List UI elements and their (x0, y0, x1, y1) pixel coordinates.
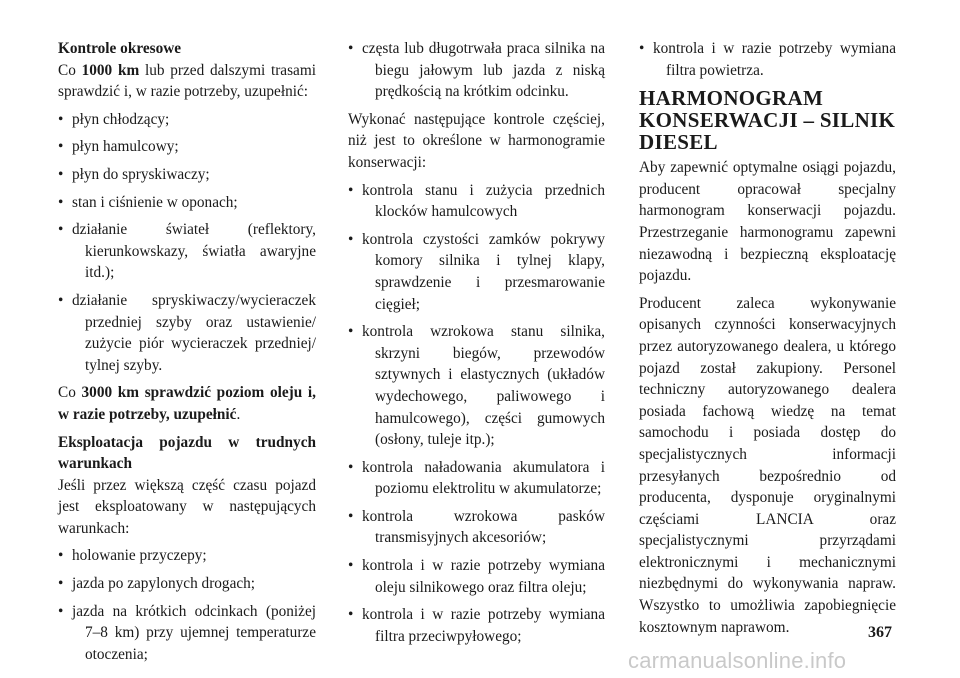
list-item-text: • kontrola naładowania akumulatora i poziomu elektrolitu w akumulatorze; (362, 458, 605, 498)
section-title-line: DIESEL (639, 130, 718, 155)
paragraph: Producent zaleca wykonywanie opisanych czynności konserwacyjnych przez autoryzowanego dealera, u którego pojazd został zakupiony. Personel techniczny autoryzowanego dealera posiada fachową wiedzę na temat samochodu i posiada dostęp do specjalistycznych informacji przesyłanych bezpośrednio od producenta, dysponuje oryginalnymi częściami LANCIA oraz specjalistycznymi przyrządami elektronicznymi i mechanicznymi niezbędnymi do wykonywania napraw. Wszystko to umożliwia zapobiegnięcie kosztownym naprawom. (639, 294, 896, 636)
oil-check-paragraph (58, 382, 316, 425)
list-item (348, 229, 605, 315)
oil-bold: 3000 km sprawdzić poziom oleju i, w razie potrzeby, uzupełnić (58, 384, 316, 423)
intro-post: lub przed dalszymi trasami sprawdzić i, w razie potrzeby, uzupełnić: (58, 61, 316, 101)
watermark: carmanualsonline.info (628, 648, 847, 673)
list-item-text: • działanie świateł (reflektory, kierunkowskazy, światła awaryjne itd.); (72, 221, 316, 282)
list-item (348, 604, 605, 647)
list-item-text: • płyn do spryskiwaczy; (72, 165, 210, 183)
frequent-checks-list-continued (639, 38, 896, 81)
hard-conditions-intro: Jeśli przez większą część czasu pojazd jest eksploatowany w następujących warunkach: (58, 476, 316, 537)
column-middle (348, 38, 605, 653)
list-item-text: • kontrola czystości zamków pokrywy komory silnika i tylnej klapy, sprawdzenie i przesmarowanie cięgieł; (362, 230, 605, 313)
section-title-line: HARMONOGRAM (639, 86, 824, 111)
list-item (58, 601, 316, 666)
section-title (639, 87, 896, 153)
list-item (639, 38, 896, 81)
list-item (58, 109, 316, 131)
list-item (58, 545, 316, 567)
list-item-text: • jazda na krótkich odcinkach (poniżej 7–8 km) przy ujemnej temperaturze otoczenia; (72, 602, 316, 663)
list-item-text: • holowanie przyczepy; (72, 547, 207, 565)
column-right (639, 38, 896, 644)
list-item (58, 164, 316, 186)
intro-bold: 1000 km (81, 61, 140, 79)
list-item-text: • kontrola wzrokowa pasków transmisyjnych akcesoriów; (362, 507, 605, 547)
list-item (58, 219, 316, 284)
checks-intro: Wykonać następujące kontrole częściej, niż jest to określone w harmonogramie konserwacji: (348, 110, 605, 171)
intro-pre: Co (58, 61, 82, 79)
oil-post: . (236, 405, 241, 423)
list-item-text: • kontrola wzrokowa stanu silnika, skrzyni biegów, przewodów sztywnych i elastycznych (układów wydechowego, paliwowego i hamulcowego), części gumowych (osłony, tuleje itp.); (362, 323, 605, 449)
hard-conditions-list-continued (348, 38, 605, 103)
list-item (58, 192, 316, 214)
list-item-text: • częsta lub długotrwała praca silnika na biegu jałowym lub jazda z niską prędkością na krótkim odcinku. (362, 40, 605, 101)
list-item-text: • kontrola stanu i zużycia przednich klocków hamulcowych (362, 181, 605, 221)
hard-conditions-heading: Eksploatacja pojazdu w trudnych warunkach (58, 433, 316, 473)
list-item (348, 555, 605, 598)
list-item-text: • płyn hamulcowy; (72, 138, 179, 156)
hard-conditions-list (58, 545, 316, 665)
list-item-text: • działanie spryskiwaczy/wycieraczek przedniej szyby oraz ustawienie/ zużycie piór wycieraczek przedniej/ tylnej szyby. (72, 291, 316, 374)
list-item (348, 457, 605, 500)
list-item (58, 573, 316, 595)
list-item (348, 180, 605, 223)
list-item-text: • kontrola i w razie potrzeby wymiana oleju silnikowego oraz filtra oleju; (362, 557, 605, 596)
list-item-text: • jazda po zapylonych drogach; (72, 575, 256, 593)
periodic-checks-list (58, 109, 316, 377)
list-item-text: • płyn chłodzący; (72, 110, 170, 128)
list-item-text: • kontrola i w razie potrzeby wymiana filtra powietrza. (653, 40, 896, 79)
list-item-text: • kontrola i w razie potrzeby wymiana filtra przeciwpyłowego; (362, 606, 605, 645)
frequent-checks-list (348, 180, 605, 648)
list-item (58, 136, 316, 158)
page-number: 367 (868, 624, 892, 641)
periodic-checks-intro (58, 60, 316, 103)
list-item (348, 506, 605, 549)
periodic-checks-heading: Kontrole okresowe (58, 40, 182, 57)
list-item-text: • stan i ciśnienie w oponach; (72, 193, 238, 211)
oil-pre: Co (58, 384, 82, 402)
column-left (58, 38, 316, 671)
list-item (348, 321, 605, 451)
paragraph: Aby zapewnić optymalne osiągi pojazdu, producent opracował specjalny harmonogram konserwacji pojazdu. Przestrzeganie harmonogramu zapewni niezawodną i bezpieczną eksploatację pojazdu. (639, 159, 896, 285)
list-item (348, 38, 605, 103)
section-title-line: KONSERWACJI – SILNIK (639, 108, 896, 133)
list-item (58, 290, 316, 376)
